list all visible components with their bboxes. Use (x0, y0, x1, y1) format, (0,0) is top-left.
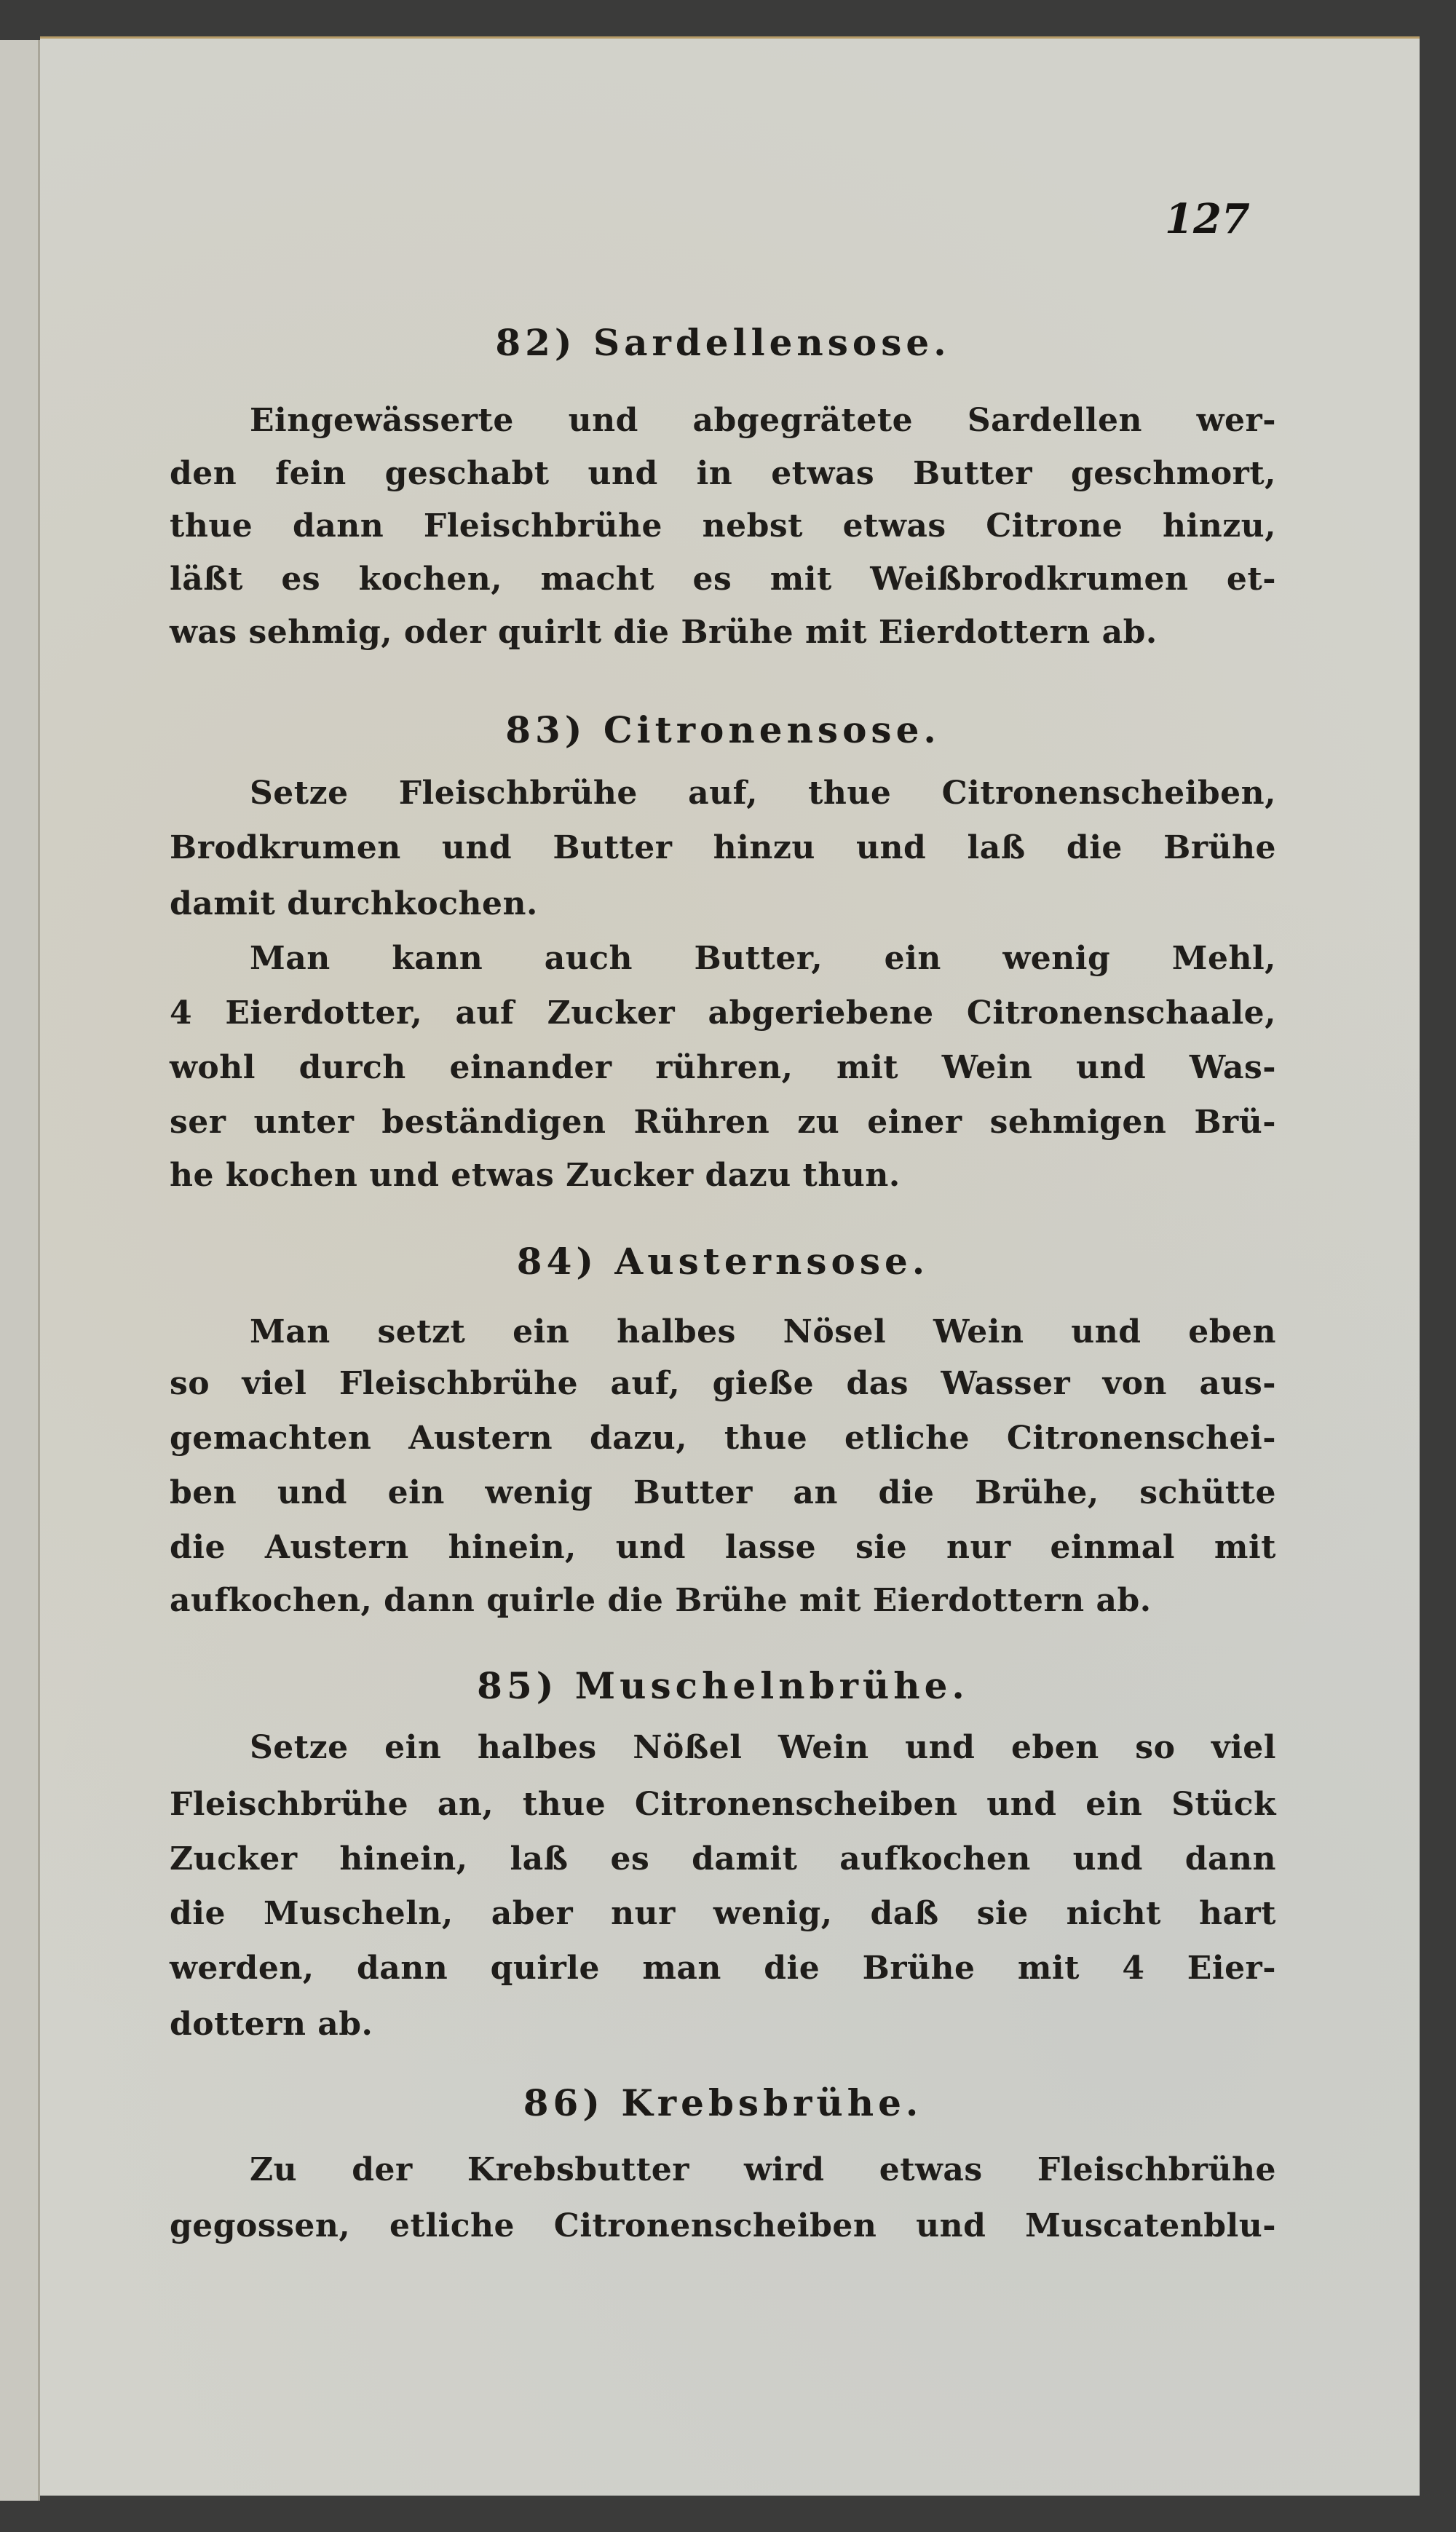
text-line: he kochen und etwas Zucker dazu thun. (170, 1157, 901, 1194)
text-line: Fleischbrühe an, thue Citronenscheiben und ein Stück (170, 1786, 1276, 1823)
text-line: die Muscheln, aber nur wenig, daß sie nicht hart (170, 1895, 1276, 1932)
text-line: thue dann Fleischbrühe nebst etwas Citrone hinzu, (170, 507, 1276, 545)
text-line: Brodkrumen und Butter hinzu und laß die Brühe (170, 829, 1276, 866)
section-heading: 82) Sardellensose. (495, 321, 951, 364)
text-line: Zu der Krebsbutter wird etwas Fleischbrühe (250, 2151, 1276, 2188)
text-line: gegossen, etliche Citronenscheiben und Muscatenblu- (170, 2207, 1276, 2244)
text-line: die Austern hinein, und lasse sie nur einmal mit (170, 1529, 1276, 1566)
text-line: den fein geschabt und in etwas Butter geschmort, (170, 455, 1276, 492)
text-line: ser unter beständigen Rühren zu einer sehmigen Brü- (170, 1104, 1276, 1141)
text-line: dottern ab. (170, 2006, 373, 2043)
text-line: Man kann auch Butter, ein wenig Mehl, (250, 940, 1276, 977)
text-line: aufkochen, dann quirle die Brühe mit Eierdottern ab. (170, 1582, 1152, 1619)
text-line: damit durchkochen. (170, 885, 538, 922)
text-line: gemachten Austern dazu, thue etliche Citronenschei- (170, 1420, 1276, 1457)
text-line: ben und ein wenig Butter an die Brühe, schütte (170, 1474, 1276, 1511)
text-line: was sehmig, oder quirlt die Brühe mit Eierdottern ab. (170, 614, 1158, 651)
text-line: Zucker hinein, laß es damit aufkochen und dann (170, 1840, 1276, 1878)
page-number: 127 (1165, 195, 1250, 243)
facing-page-edge (0, 40, 40, 2501)
text-line: so viel Fleischbrühe auf, gieße das Wasser von aus- (170, 1365, 1276, 1402)
text-line: läßt es kochen, macht es mit Weißbrodkrumen et- (170, 561, 1276, 598)
section-heading: 83) Citronensose. (505, 708, 941, 751)
section-heading: 85) Muschelnbrühe. (477, 1664, 969, 1707)
section-heading: 86) Krebsbrühe. (523, 2081, 923, 2124)
text-line: Man setzt ein halbes Nösel Wein und eben (250, 1313, 1276, 1350)
text-line: Setze Fleischbrühe auf, thue Citronenscheiben, (250, 775, 1276, 812)
text-line: werden, dann quirle man die Brühe mit 4 Eier- (170, 1950, 1276, 1987)
text-line: Setze ein halbes Nößel Wein und eben so viel (250, 1729, 1276, 1766)
section-heading: 84) Austernsose. (516, 1240, 930, 1283)
text-line: Eingewässerte und abgegrätete Sardellen wer- (250, 402, 1276, 439)
text-line: 4 Eierdotter, auf Zucker abgeriebene Citronenschaale, (170, 994, 1276, 1032)
text-line: wohl durch einander rühren, mit Wein und Was- (170, 1049, 1276, 1086)
